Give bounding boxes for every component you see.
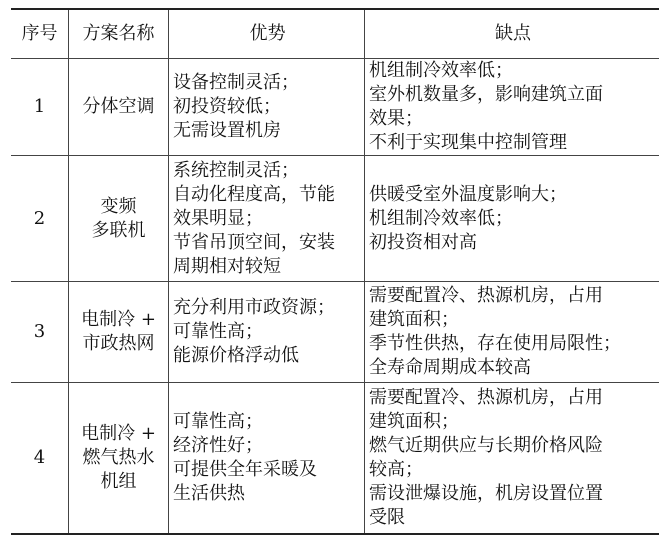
table-header-row <box>11 10 659 59</box>
table-row <box>11 59 659 155</box>
advantages-cell <box>168 156 364 281</box>
advantage-line: 可靠性高； <box>173 321 263 342</box>
advantages-cell <box>168 282 364 382</box>
scheme-name-line: 机组 <box>100 471 137 492</box>
advantage-line: 周期相对较短 <box>173 255 281 277</box>
advantage-line: 系统控制灵活； <box>173 159 299 181</box>
scheme-name-line: 电制冷 + <box>81 423 156 444</box>
disadvantage-line: 室外机数量多，影响建筑立面 <box>369 84 603 105</box>
disadvantage-line: 供暖受室外温度影响大； <box>369 183 567 205</box>
advantage-line: 节省吊顶空间，安装 <box>173 231 335 253</box>
scheme-name <box>68 282 168 382</box>
scheme-name-line: 变频 <box>100 195 137 217</box>
disadvantage-line: 受限 <box>369 507 405 528</box>
advantage-line: 经济性好； <box>173 435 263 456</box>
table-row <box>11 382 659 533</box>
disadvantage-line: 全寿命周期成本较高 <box>369 357 531 378</box>
header-no: 序号 <box>21 23 58 44</box>
advantage-line: 生活供热 <box>173 483 245 504</box>
disadvantage-line: 不利于实现集中控制管理 <box>369 132 567 153</box>
header-advantages: 优势 <box>168 10 364 58</box>
advantage-line: 可靠性高； <box>173 411 263 432</box>
disadvantage-line: 需设泄爆设施，机房设置位置 <box>369 483 603 504</box>
header-disadvantages: 缺点 <box>364 10 659 58</box>
scheme-name <box>68 59 168 155</box>
disadvantages-cell <box>364 282 659 382</box>
disadvantage-line: 较高； <box>369 459 423 480</box>
disadvantage-line: 效果； <box>369 108 423 129</box>
disadvantage-line: 初投资相对高 <box>369 231 477 253</box>
advantages-cell <box>168 383 364 533</box>
disadvantages-cell <box>364 156 659 281</box>
disadvantage-line: 需要配置冷、热源机房，占用 <box>369 387 603 408</box>
advantage-line: 可提供全年采暖及 <box>173 459 317 480</box>
row-number: 4 <box>33 447 46 468</box>
advantage-line: 设备控制灵活； <box>173 72 299 93</box>
disadvantage-line: 机组制冷效率低； <box>369 60 513 81</box>
advantage-line: 自动化程度高，节能 <box>173 183 335 205</box>
advantage-line: 初投资较低； <box>173 96 281 117</box>
comparison-table <box>11 8 659 535</box>
scheme-name <box>68 383 168 533</box>
scheme-name-line: 多联机 <box>91 219 146 241</box>
row-number: 3 <box>33 321 46 342</box>
disadvantages-cell <box>364 59 659 155</box>
advantages-cell <box>168 59 364 155</box>
scheme-name-line: 分体空调 <box>82 96 155 117</box>
disadvantage-line: 建筑面积； <box>369 411 459 432</box>
disadvantage-line: 建筑面积； <box>369 309 459 330</box>
table-row <box>11 281 659 382</box>
advantage-line: 无需设置机房 <box>173 120 281 141</box>
header-name: 方案名称 <box>68 10 168 58</box>
disadvantage-line: 需要配置冷、热源机房，占用 <box>369 285 603 306</box>
scheme-name <box>68 156 168 281</box>
disadvantage-line: 燃气近期供应与长期价格风险 <box>369 435 603 456</box>
advantage-line: 能源价格浮动低 <box>173 345 299 366</box>
scheme-name-line: 电制冷 + <box>81 309 156 330</box>
row-number: 1 <box>33 96 46 117</box>
disadvantage-line: 季节性供热，存在使用局限性； <box>369 333 621 354</box>
advantage-line: 充分利用市政资源； <box>173 297 335 318</box>
scheme-name-line: 市政热网 <box>82 333 155 354</box>
advantage-line: 效果明显； <box>173 207 263 229</box>
disadvantage-line: 机组制冷效率低； <box>369 207 513 229</box>
row-number: 2 <box>33 207 46 229</box>
disadvantages-cell <box>364 383 659 533</box>
scheme-name-line: 燃气热水 <box>82 447 155 468</box>
table-row <box>11 155 659 281</box>
